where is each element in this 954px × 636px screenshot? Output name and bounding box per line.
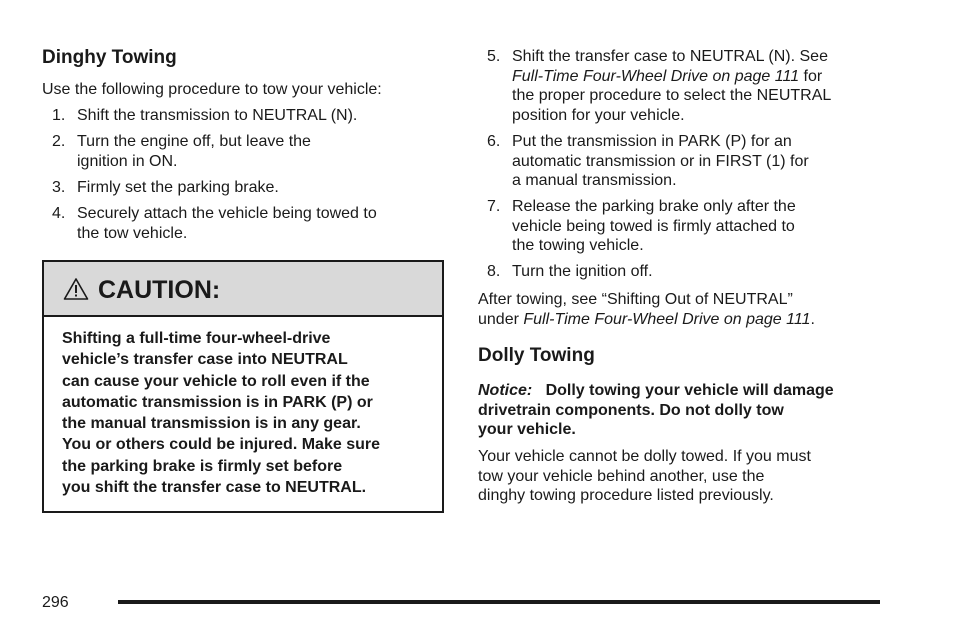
paragraph-line: Your vehicle cannot be dolly towed. If you must: [478, 448, 811, 465]
notice-line: Dolly towing your vehicle will damage: [545, 382, 834, 399]
step-text: Firmly set the parking brake.: [77, 179, 279, 196]
step-number: 5.: [487, 48, 501, 65]
notice-line: your vehicle.: [478, 421, 576, 438]
list-item: [477, 197, 796, 256]
dolly-towing-text: [478, 447, 811, 506]
step-number: 1.: [52, 107, 66, 124]
list-item: [42, 132, 311, 171]
step-number: 8.: [487, 263, 501, 280]
list-item: [42, 204, 377, 243]
intro-text: Use the following procedure to tow your vehicle:: [42, 81, 382, 98]
step-text: the towing vehicle.: [512, 237, 644, 254]
caution-line: you shift the transfer case to NEUTRAL.: [62, 479, 367, 497]
caution-line: You or others could be injured. Make sure: [62, 436, 380, 454]
footer-rule: [118, 600, 880, 604]
step-text: for: [799, 67, 823, 85]
caution-line: Shifting a full-time four-wheel-drive: [62, 330, 331, 347]
step-text: Release the parking brake only after the: [512, 198, 796, 215]
caution-title: CAUTION:: [98, 276, 221, 304]
caution-line: vehicle’s transfer case into NEUTRAL: [62, 351, 348, 369]
paragraph-line: dinghy towing procedure listed previously.: [478, 487, 774, 504]
caution-text: [62, 328, 432, 498]
list-item: [42, 106, 357, 126]
warning-triangle-icon: [63, 277, 89, 301]
caution-line: the parking brake is firmly set before: [62, 457, 343, 475]
step-text: the tow vehicle.: [77, 224, 188, 242]
step-text: the proper procedure to select the NEUTRAL: [512, 87, 832, 104]
notice-text: [478, 381, 834, 440]
list-item: [477, 47, 831, 125]
page-number: 296: [42, 594, 69, 611]
section-heading-dinghy-towing: Dinghy Towing: [42, 47, 177, 68]
step-text: Turn the ignition off.: [512, 263, 653, 280]
paragraph-line: tow your vehicle behind another, use the: [478, 467, 765, 485]
step-text: Shift the transmission to NEUTRAL (N).: [77, 107, 358, 124]
step-text: Turn the engine off, but leave the: [77, 133, 311, 150]
paragraph-line: under: [478, 310, 524, 328]
step-text: Put the transmission in PARK (P) for an: [512, 133, 792, 150]
notice-line: drivetrain components. Do not dolly tow: [478, 401, 784, 419]
step-text: Securely attach the vehicle being towed to: [77, 205, 377, 222]
list-item: [477, 132, 809, 191]
caution-box: [42, 260, 444, 513]
after-towing-text: [478, 290, 815, 329]
step-text: position for your vehicle.: [512, 106, 685, 124]
step-text: ignition in ON.: [77, 152, 178, 170]
step-text: a manual transmission.: [512, 172, 677, 189]
step-number: 2.: [52, 133, 66, 150]
paragraph-line: .: [810, 310, 815, 328]
caution-line: can cause your vehicle to roll even if the: [62, 372, 370, 390]
caution-line: automatic transmission is in PARK (P) or: [62, 393, 373, 411]
section-heading-dolly-towing: Dolly Towing: [478, 345, 595, 366]
step-text: Shift the transfer case to NEUTRAL (N). See: [512, 48, 828, 65]
list-item: [477, 262, 653, 282]
cross-reference: Full-Time Four-Wheel Drive on page 111: [512, 67, 800, 85]
notice-label: Notice:: [478, 382, 533, 399]
paragraph-line: After towing, see “Shifting Out of NEUTRAL”: [478, 291, 793, 308]
step-text: automatic transmission or in FIRST (1) for: [512, 152, 809, 170]
step-number: 7.: [487, 198, 501, 215]
step-number: 3.: [52, 179, 66, 196]
caution-header: [44, 262, 442, 317]
step-number: 6.: [487, 133, 501, 150]
step-number: 4.: [52, 205, 66, 222]
list-item: [42, 178, 279, 198]
cross-reference: Full-Time Four-Wheel Drive on page 111: [523, 310, 811, 328]
caution-line: the manual transmission is in any gear.: [62, 415, 361, 433]
step-text: vehicle being towed is firmly attached to: [512, 217, 795, 235]
